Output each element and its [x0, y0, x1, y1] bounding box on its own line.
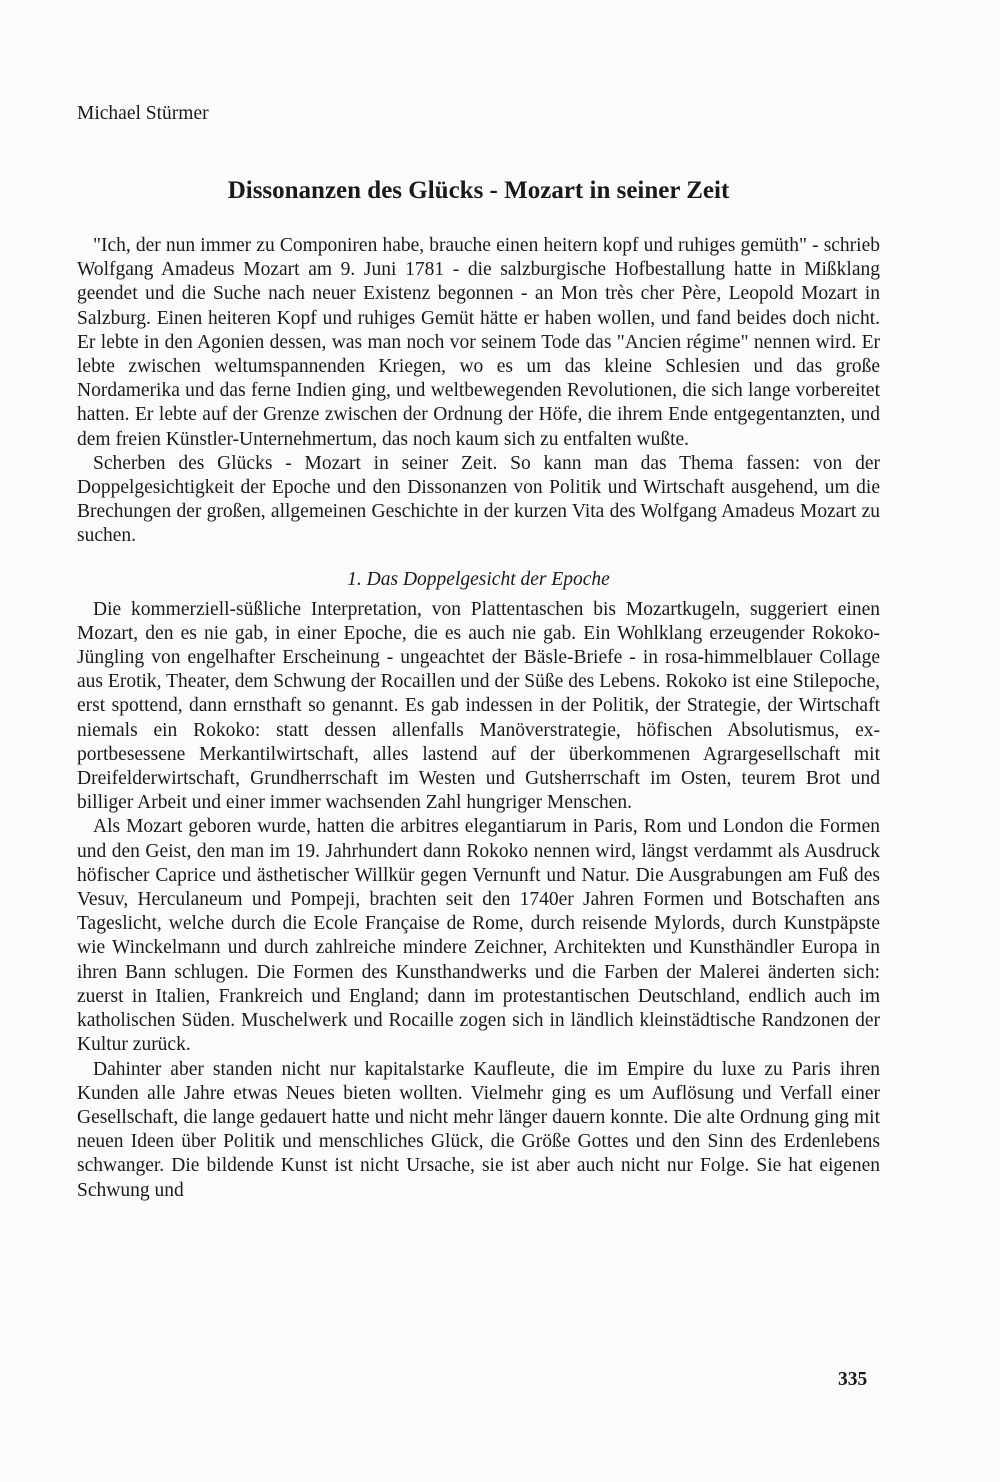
section-heading: 1. Das Doppelgesicht der Epoche [347, 568, 610, 590]
article-body [77, 234, 880, 1203]
author-name: Michael Stürmer [77, 103, 209, 124]
paragraph: Die kommerziell-süßliche Interpretation, von Plattentaschen bis Mozartkugeln, suggeriert einen Mozart, den es nie gab, in einer Epoche, die es auch nie gab. Ein Wohlklang erzeugender Rokoko-Jüngling von engelhafter Erscheinung - ungeachtet der Bäsle-Briefe - in rosa-himmelblauer Collage aus Erotik, Theater, dem Schwung der Rocaillen und der Süße des Lebens. Rokoko ist eine Stilepoche, erst spottend, dann ernsthaft so genannt. Es gab indessen in der Politik, der Strategie, der Wirtschaft niemals ein Rokoko: statt dessen allenfalls Manöverstrategie, höfischen Absolutismus, exportbesessene Merkantilwirtschaft, alles lastend auf der überkommenen Agrargesellschaft mit Dreifelderwirtschaft, Grundherrschaft im Westen und Gutsherrschaft im Osten, teurem Brot und billiger Arbeit und einer immer wachsenden Zahl hungriger Menschen. [77, 598, 880, 814]
article-title: Dissonanzen des Glücks - Mozart in seiner Zeit [227, 177, 730, 204]
paragraph: "Ich, der nun immer zu Componiren habe, brauche einen heitern kopf und ruhiges gemüth" - schrieb Wolfgang Amadeus Mozart am 9. Juni 1781 - die salzburgische Hofbestallung hatte in Mißklang geendet und die Suche nach neuer Existenz begonnen - an Mon très cher Père, Leopold Mozart in Salzburg. Einen heiteren Kopf und ruhiges Gemüt hätte er haben wollen, und fand beides doch nicht. Er lebte in den Agonien dessen, was man noch vor seinem Tode das "Ancien régime" nennen wird. Er lebte zwischen weltumspannenden Kriegen, wo es um das kleine Schlesien und das große Nordamerika und das ferne Indien ging, und weltbewegenden Revolutionen, die sich lange vorbereitet hatten. Er lebte auf der Grenze zwischen der Ordnung der Höfe, die ihrem Ende entgegentanzten, und dem freien Künstler-Unternehmertum, das noch kaum sich zu entfalten wußte. [77, 235, 880, 450]
paragraph: Dahinter aber standen nicht nur kapitalstarke Kaufleute, die im Empire du luxe zu Paris ihren Kunden alle Jahre etwas Neues bieten wollten. Vielmehr ging es um Auflösung und Verfall einer Gesellschaft, die lange gedauert hatte und nicht mehr länger dauern konnte. Die alte Ordnung ging mit neuen Ideen über Politik und menschliches Glück, die Größe Gottes und den Sinn des Erdenlebens schwanger. Die bildende Kunst ist nicht Ursache, sie ist aber auch nicht nur Folge. Sie hat eigenen Schwung und [77, 1058, 880, 1201]
paragraph: Scherben des Glücks - Mozart in seiner Zeit. So kann man das Thema fassen: von der Doppelgesichtigkeit der Epoche und den Dissonanzen von Politik und Wirtschaft ausgehend, um die Brechungen der großen, allgemeinen Geschichte in der kurzen Vita des Wolfgang Amadeus Mozart zu suchen. [77, 452, 880, 547]
paragraph: Als Mozart geboren wurde, hatten die arbitres elegantiarum in Paris, Rom und London die Formen und den Geist, den man im 19. Jahrhundert dann Rokoko nennen wird, längst verdammt als Ausdruck höfischer Caprice und ästhetischer Willkür gegen Vernunft und Natur. Die Ausgrabungen am Fuß des Vesuv, Herculaneum und Pompeji, brachten seit den 1740er Jahren Formen und Botschaften ans Tageslicht, welche durch die Ecole Française de Rome, durch reisende Mylords, durch Kunstpäpste wie Winckelmann und durch zahlreiche mindere Zeichner, Architekten und Kunsthändler Europa in ihren Bann schlugen. Die Formen des Kunsthandwerks und die Farben der Malerei änderten sich: zuerst in Italien, Frankreich und England; dann im protestantischen Deutschland, endlich auch im katholischen Süden. Muschelwerk und Rocaille zogen sich in ländlich kleinstädtische Randzonen der Kultur zurück. [77, 816, 880, 1056]
page-number: 335 [838, 1369, 868, 1390]
